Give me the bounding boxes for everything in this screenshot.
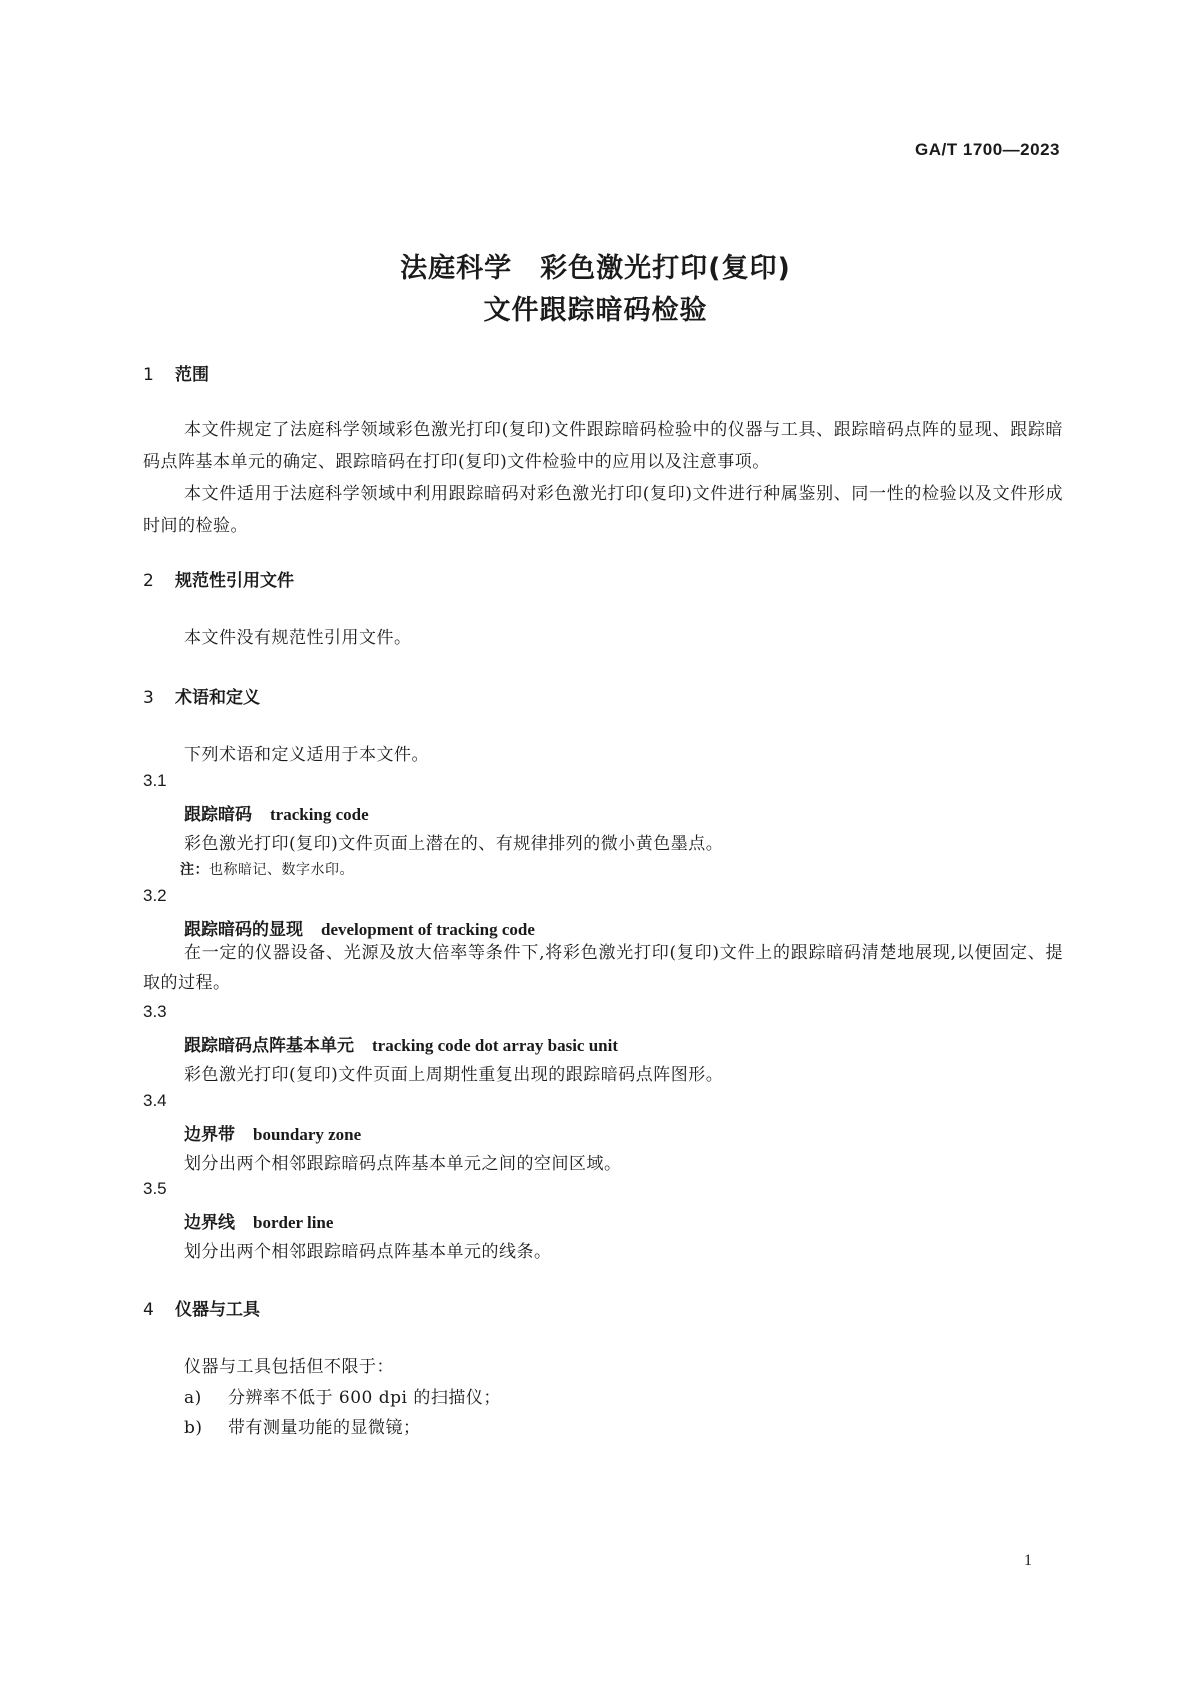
list-item [184,1413,421,1438]
section-4-intro: 仪器与工具包括但不限于： [184,1357,394,1377]
section-4-heading [143,1295,260,1320]
section-1-heading [143,360,209,385]
term-en: development of tracking code [321,920,535,939]
section-1-paragraph-1: 本文件规定了法庭科学领域彩色激光打印(复印)文件跟踪暗码检验中的仪器与工具、跟踪暗码点阵的显现、跟踪暗码点阵基本单元的确定、跟踪暗码在打印(复印)文件检验中的应用以及注意事项。 [143,420,1063,472]
term-zh: 跟踪暗码 [184,805,252,825]
term-definition: 彩色激光打印(复印)文件页面上潜在的、有规律排列的微小黄色墨点。 [184,834,724,854]
document-title-line-2: 文件跟踪暗码检验 [483,295,708,326]
term-heading [184,800,369,825]
page-number: 1 [1024,1552,1032,1569]
term-en: tracking code dot array basic unit [372,1036,619,1055]
term-en: border line [253,1213,334,1232]
list-item [184,1383,501,1408]
section-2-paragraph: 本文件没有规范性引用文件。 [184,628,412,648]
term-note [180,859,354,879]
section-title: 术语和定义 [175,688,260,708]
section-3-heading [143,683,260,708]
term-heading [184,1208,333,1233]
list-item-text: 带有测量功能的显微镜； [228,1418,421,1438]
note-label: 注： [180,862,209,878]
term-en: tracking code [270,805,369,824]
term-en: boundary zone [253,1125,362,1144]
note-text: 也称暗记、数字水印。 [209,862,354,878]
clause-number: 3.4 [143,1091,167,1110]
standard-number: GA/T 1700—2023 [915,140,1060,159]
term-zh: 跟踪暗码点阵基本单元 [184,1036,354,1056]
term-zh: 边界带 [184,1125,235,1145]
term-definition: 划分出两个相邻跟踪暗码点阵基本单元之间的空间区域。 [184,1154,622,1174]
term-definition: 彩色激光打印(复印)文件页面上周期性重复出现的跟踪暗码点阵图形。 [184,1065,724,1085]
list-marker: b) [184,1418,203,1438]
list-item-text: 分辨率不低于 600 dpi 的扫描仪； [228,1388,501,1408]
section-1-paragraph-2: 本文件适用于法庭科学领域中利用跟踪暗码对彩色激光打印(复印)文件进行种属鉴别、同一性的检验以及文件形成时间的检验。 [143,484,1063,536]
term-definition: 在一定的仪器设备、光源及放大倍率等条件下,将彩色激光打印(复印)文件上的跟踪暗码清楚地展现,以便固定、提取的过程。 [143,943,1063,993]
list-marker: a) [184,1388,202,1408]
term-heading [184,1120,361,1145]
section-title: 范围 [175,365,209,385]
section-title: 仪器与工具 [175,1300,260,1320]
term-zh: 跟踪暗码的显现 [184,920,303,940]
clause-number: 3.2 [143,886,167,905]
term-definition: 划分出两个相邻跟踪暗码点阵基本单元的线条。 [184,1242,552,1262]
section-number: 2 [143,571,154,591]
section-2-heading [143,566,294,591]
section-number: 3 [143,688,154,708]
section-3-intro: 下列术语和定义适用于本文件。 [184,745,429,765]
section-title: 规范性引用文件 [175,571,294,591]
clause-number: 3.5 [143,1179,167,1198]
clause-number: 3.3 [143,1002,167,1021]
term-heading [184,1031,618,1056]
section-number: 4 [143,1300,154,1320]
term-heading [184,915,535,940]
section-number: 1 [143,365,154,385]
clause-number: 3.1 [143,771,167,790]
term-zh: 边界线 [184,1213,235,1233]
document-title-line-1: 法庭科学 彩色激光打印(复印) [400,253,791,284]
